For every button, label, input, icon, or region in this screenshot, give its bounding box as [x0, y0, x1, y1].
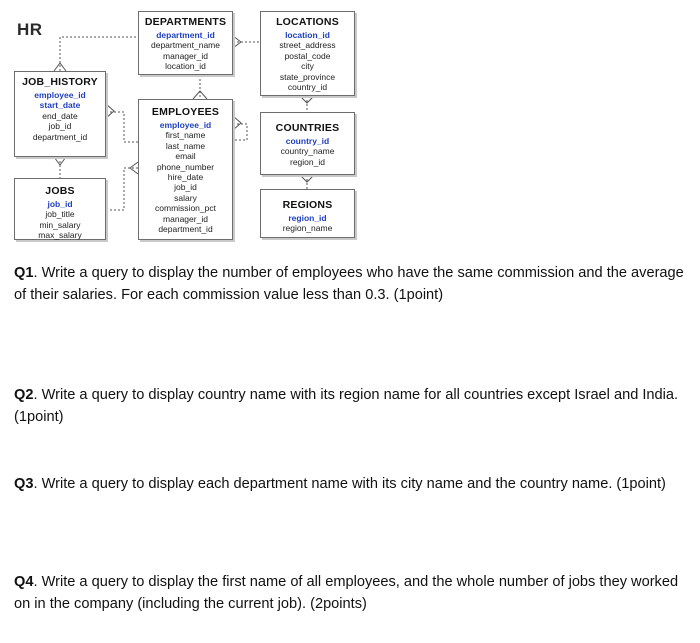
question-line: Q3. Write a query to display each department name with its city name and the country name. (1point): [14, 476, 666, 492]
column: location_id: [165, 61, 206, 72]
column: email: [175, 151, 196, 162]
pk-column: department_id: [156, 30, 215, 40]
column: city: [301, 61, 314, 72]
question-line: Q4. Write a query to display the first name of all employees, and the whole number of jobs they worked: [14, 574, 679, 590]
question-text: Write a query to display the number of employees who have the same commission and the average: [41, 265, 684, 281]
schema-title: HR: [17, 20, 43, 39]
column: job_id: [48, 121, 72, 132]
column: hire_date: [167, 172, 204, 183]
column: salary: [174, 192, 197, 203]
column: region_id: [290, 156, 325, 167]
table-name: JOB_HISTORY: [22, 76, 98, 88]
table-job-history: [14, 71, 106, 157]
question-text: Write a query to display country name with its region name for all countries except Israel and India.: [41, 387, 679, 403]
crowfoot-employees-jobhistory: [106, 104, 114, 118]
pk-column: location_id: [285, 30, 330, 40]
column: commission_pct: [155, 203, 216, 214]
question-4: [14, 571, 700, 615]
table-name: JOBS: [45, 185, 75, 197]
question-line: Q2. Write a query to display country name with its region name for all countries except Israel and India.: [14, 387, 679, 403]
question-text: Write a query to display the first name of all employees, and the whole number of jobs they worked: [41, 574, 679, 590]
table-employees: [138, 99, 233, 240]
column: first_name: [165, 130, 206, 141]
question-number: Q3: [14, 476, 34, 492]
pk-column: region_id: [288, 213, 327, 223]
table-regions: [260, 189, 355, 238]
table-departments: [138, 11, 233, 75]
table-name: DEPARTMENTS: [144, 16, 227, 28]
link-jobhistory-employees: [106, 112, 138, 142]
table-name: COUNTRIES: [275, 122, 340, 134]
column: department_name: [151, 40, 220, 51]
table-name: LOCATIONS: [276, 16, 339, 28]
column: country_id: [287, 82, 328, 93]
column: country_name: [280, 146, 335, 157]
link-employees-departments: [233, 124, 247, 140]
question-number: Q1: [14, 265, 34, 281]
crowfoot-employees-self: [233, 116, 241, 130]
question-number: Q2: [14, 387, 34, 403]
question-line: on in the company (including the current job). (2points): [14, 596, 367, 612]
table-name: REGIONS: [282, 199, 333, 211]
column: job_title: [45, 209, 75, 220]
column: street_address: [279, 40, 336, 51]
column: job_id: [174, 182, 197, 193]
column: department_id: [158, 224, 213, 235]
question-1: [14, 262, 700, 306]
column: min_salary: [39, 219, 81, 230]
link-jobs-employees: [106, 168, 138, 210]
question-3: [14, 473, 700, 495]
question-line: (1point): [14, 409, 64, 425]
column: max_salary: [38, 230, 82, 241]
pk-column: job_id: [47, 199, 73, 209]
question-line: of their salaries. For each commission value less than 0.3. (1point): [14, 287, 444, 303]
question-line: Q1. Write a query to display the number of employees who have the same commission and the average: [14, 265, 684, 281]
question-2: [14, 384, 700, 428]
column: state_province: [279, 71, 336, 82]
table-jobs: [14, 178, 106, 240]
column: region_name: [282, 223, 333, 234]
column: postal_code: [284, 50, 331, 61]
question-number: Q4: [14, 574, 34, 590]
column: end_date: [42, 110, 78, 121]
column: phone_number: [156, 161, 215, 172]
question-text: Write a query to display each department name with its city name and the country name. (1point): [41, 476, 666, 492]
column: department_id: [32, 131, 88, 142]
pk-column: start_date: [39, 100, 81, 111]
link-jobhistory-departments: [60, 37, 138, 71]
column: last_name: [165, 140, 206, 151]
table-countries: [260, 112, 355, 175]
pk-column: employee_id: [34, 90, 86, 100]
table-name: EMPLOYEES: [151, 106, 220, 118]
pk-column: employee_id: [159, 120, 212, 130]
column: manager_id: [163, 50, 208, 61]
column: manager_id: [163, 213, 208, 224]
pk-column: country_id: [285, 136, 330, 146]
table-locations: [260, 11, 355, 96]
